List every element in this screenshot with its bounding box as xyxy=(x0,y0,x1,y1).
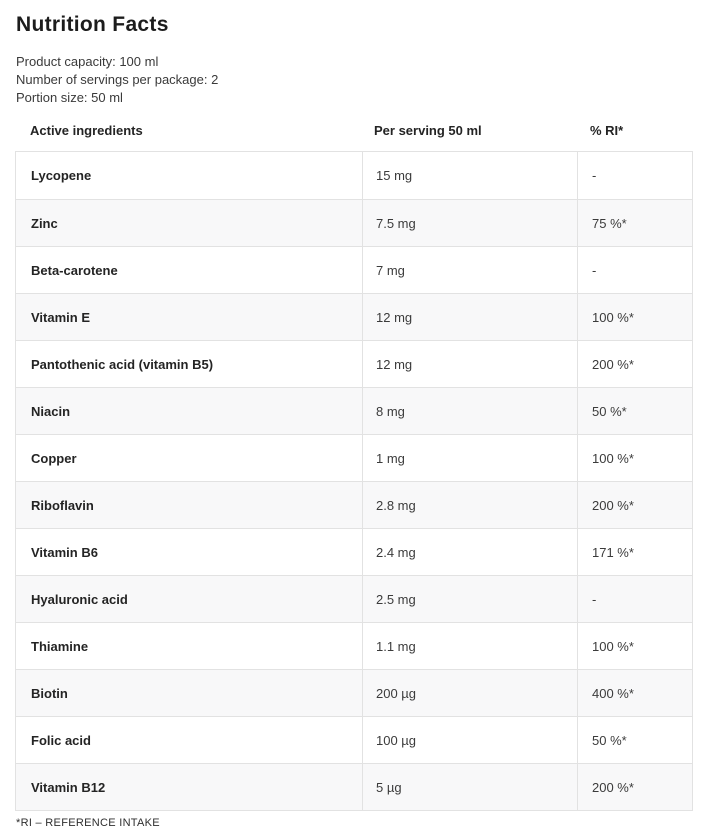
ingredient-name-cell: Niacin xyxy=(31,403,71,419)
servings-per-package-text: Number of servings per package: 2 xyxy=(16,72,219,87)
table-row xyxy=(16,199,692,246)
amount-cell: 100 µg xyxy=(362,717,577,763)
ingredient-name-cell: Vitamin B6 xyxy=(31,544,98,560)
table-header-row xyxy=(15,107,693,151)
column-header-ri: % RI* xyxy=(590,123,624,138)
table-row xyxy=(16,293,692,340)
amount-cell: 7.5 mg xyxy=(362,200,577,246)
amount-cell: 2.8 mg xyxy=(362,482,577,528)
column-header-per-serving: Per serving 50 ml xyxy=(374,123,482,138)
table-row xyxy=(16,481,692,528)
product-info xyxy=(16,53,693,107)
ri-cell: 75 %* xyxy=(577,200,692,246)
nutrition-table xyxy=(15,107,693,811)
ingredient-name-cell: Pantothenic acid (vitamin B5) xyxy=(31,356,214,372)
ingredient-name-cell: Vitamin E xyxy=(31,309,91,325)
ingredient-name-cell: Hyaluronic acid xyxy=(31,591,128,607)
ri-cell: 50 %* xyxy=(577,388,692,434)
ri-cell: 100 %* xyxy=(577,294,692,340)
ri-cell: 171 %* xyxy=(577,529,692,575)
table-row xyxy=(16,387,692,434)
ri-cell: 200 %* xyxy=(577,341,692,387)
amount-cell: 2.5 mg xyxy=(362,576,577,622)
table-row xyxy=(16,434,692,481)
product-capacity-text: Product capacity: 100 ml xyxy=(16,54,159,69)
amount-cell: 1.1 mg xyxy=(362,623,577,669)
table-row xyxy=(16,716,692,763)
column-header-active-ingredients: Active ingredients xyxy=(30,123,143,138)
amount-cell: 200 µg xyxy=(362,670,577,716)
ingredient-name-cell: Copper xyxy=(31,450,77,466)
amount-cell: 7 mg xyxy=(362,247,577,293)
ingredient-name-cell: Biotin xyxy=(31,685,68,701)
ingredient-name-cell: Lycopene xyxy=(31,168,92,183)
ri-cell: 400 %* xyxy=(577,670,692,716)
amount-cell: 12 mg xyxy=(362,341,577,387)
ri-cell: - xyxy=(577,247,692,293)
ri-cell: - xyxy=(577,576,692,622)
ingredient-name-cell: Thiamine xyxy=(31,638,89,654)
table-row xyxy=(16,622,692,669)
amount-cell: 2.4 mg xyxy=(362,529,577,575)
amount-cell: 1 mg xyxy=(362,435,577,481)
ri-cell: 100 %* xyxy=(577,435,692,481)
amount-cell: 15 mg xyxy=(362,152,577,199)
table-row xyxy=(16,575,692,622)
table-body xyxy=(15,151,693,811)
reference-intake-footnote: *RI – REFERENCE INTAKE xyxy=(16,817,160,829)
ri-cell: 50 %* xyxy=(577,717,692,763)
ri-cell: 200 %* xyxy=(577,482,692,528)
ingredient-name-cell: Vitamin B12 xyxy=(31,779,106,795)
ri-cell: 200 %* xyxy=(577,764,692,810)
portion-size-text: Portion size: 50 ml xyxy=(16,90,123,105)
ingredient-name-cell: Beta-carotene xyxy=(31,262,118,278)
table-row xyxy=(16,763,692,810)
ri-cell: - xyxy=(577,152,692,199)
ingredient-name-cell: Folic acid xyxy=(31,732,91,748)
amount-cell: 8 mg xyxy=(362,388,577,434)
table-row xyxy=(16,340,692,387)
amount-cell: 12 mg xyxy=(362,294,577,340)
table-row xyxy=(16,152,692,199)
page-title: Nutrition Facts xyxy=(16,13,169,36)
table-row xyxy=(16,669,692,716)
ingredient-name-cell: Zinc xyxy=(31,215,58,231)
amount-cell: 5 µg xyxy=(362,764,577,810)
ingredient-name-cell: Riboflavin xyxy=(31,497,94,513)
ri-cell: 100 %* xyxy=(577,623,692,669)
table-row xyxy=(16,528,692,575)
table-row xyxy=(16,246,692,293)
